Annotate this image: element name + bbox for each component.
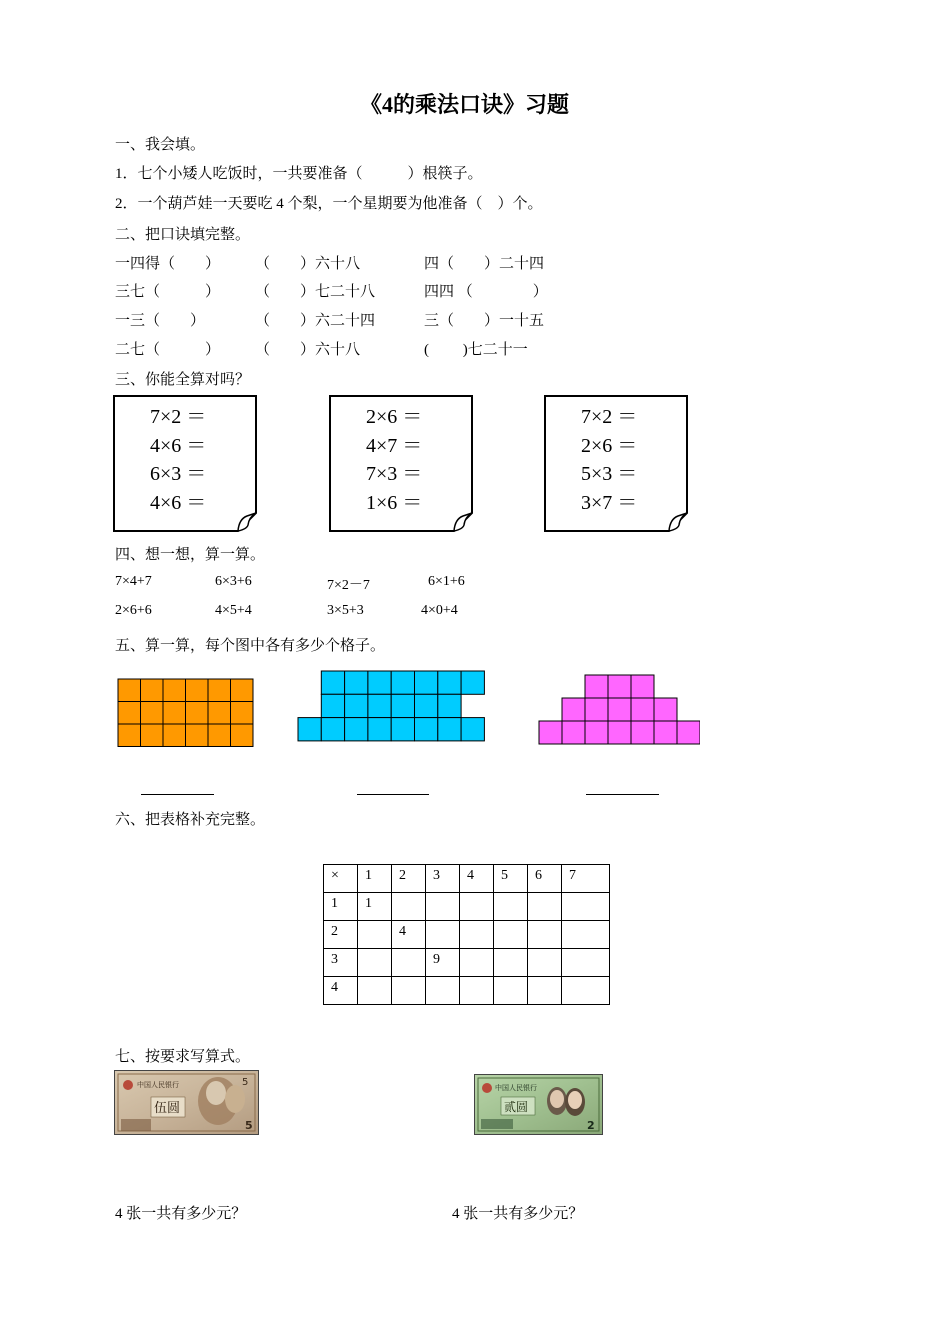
emblem-icon: [482, 1083, 492, 1093]
note2-label: 贰圆: [504, 1100, 529, 1114]
card1-eq-4: 4×6 ＝: [150, 492, 207, 514]
grid-cell: [631, 698, 654, 721]
table-cell[interactable]: [528, 949, 562, 977]
rhyme-r4-c1: 二七（ ）: [115, 342, 221, 358]
rhyme-r1-c1: 一四得（ ）: [115, 256, 221, 272]
note1-label: 伍圆: [154, 1101, 181, 1116]
grid-cell: [186, 724, 209, 747]
table-cell[interactable]: [460, 977, 494, 1005]
grid-cell: [677, 721, 700, 744]
table-cell[interactable]: [528, 893, 562, 921]
expr-r2-3: 3×5+3: [327, 603, 364, 618]
rhyme-r3-c1: 一三（ ）: [115, 313, 206, 329]
table-cell[interactable]: [562, 977, 610, 1005]
grid-cell: [415, 671, 438, 694]
table-cell: 4: [392, 921, 426, 949]
question-right: 4 张一共有多少元？: [452, 1206, 584, 1222]
grid-cell: [321, 694, 344, 717]
section7-heading: 七、按要求写算式。: [115, 1049, 251, 1065]
grid-cell: [345, 694, 368, 717]
card2-eq-2: 4×7 ＝: [366, 435, 423, 457]
grid-cell: [186, 702, 209, 725]
rhyme-r4-c3: ( )七二十一: [424, 342, 528, 358]
grid-cell: [631, 675, 654, 698]
card1-eq-1: 7×2 ＝: [150, 406, 207, 428]
table-cell[interactable]: [528, 921, 562, 949]
expr-r2-4: 4×0+4: [421, 603, 458, 618]
grid-cell: [118, 724, 141, 747]
grid-cell: [585, 675, 608, 698]
emblem-icon: [123, 1080, 133, 1090]
table-cell: 2: [324, 921, 358, 949]
grid-cell: [368, 718, 391, 741]
table-header-cell: 4: [460, 865, 494, 893]
grid-cell: [608, 675, 631, 698]
grid-cell: [345, 671, 368, 694]
grid-cell: [654, 721, 677, 744]
table-cell[interactable]: [392, 893, 426, 921]
grid-cell: [231, 724, 254, 747]
grid-cell: [118, 679, 141, 702]
table-row: [324, 949, 610, 977]
table-cell[interactable]: [460, 949, 494, 977]
section3-heading: 三、你能全算对吗？: [115, 372, 251, 388]
table-header-cell: 7: [562, 865, 610, 893]
grid-cell: [141, 702, 164, 725]
grid-cell: [391, 671, 414, 694]
answer-line-1[interactable]: [141, 794, 214, 795]
cyan-grid: [297, 670, 487, 750]
grid-cell: [118, 702, 141, 725]
table-cell[interactable]: [460, 893, 494, 921]
orange-grid: [117, 678, 255, 756]
multiplication-table: [323, 864, 610, 1005]
table-header-cell: 2: [392, 865, 426, 893]
table-header-cell: ×: [324, 865, 358, 893]
grid-cell: [321, 671, 344, 694]
equation-card-2: [329, 395, 472, 531]
pink-grid: [538, 674, 700, 752]
grid-cell: [608, 721, 631, 744]
card3-eq-4: 3×7 ＝: [581, 492, 638, 514]
grid-cell: [163, 679, 186, 702]
rhyme-r4-c2: （ ）六十八: [255, 342, 361, 358]
page-title: 《4的乘法口诀》习题: [360, 92, 570, 117]
table-cell: 1: [358, 893, 392, 921]
grid-cell: [608, 698, 631, 721]
grid-cell: [186, 679, 209, 702]
grid-cell: [461, 718, 484, 741]
table-cell[interactable]: [392, 977, 426, 1005]
grid-cell: [654, 698, 677, 721]
table-header-row: [324, 865, 610, 893]
grid-cell: [438, 694, 461, 717]
card2-eq-4: 1×6 ＝: [366, 492, 423, 514]
rhyme-r1-c2: （ ）六十八: [255, 256, 361, 272]
expr-r1-3: 7×2－7: [327, 578, 370, 593]
table-cell[interactable]: [358, 977, 392, 1005]
table-header-cell: 5: [494, 865, 528, 893]
grid-cell: [539, 721, 562, 744]
section1-heading: 一、我会填。: [115, 137, 206, 153]
card1-eq-3: 6×3 ＝: [150, 463, 207, 485]
rhyme-r2-c1: 三七（ ）: [115, 284, 221, 300]
table-cell: 9: [426, 949, 460, 977]
grid-cell: [208, 702, 231, 725]
grid-cell: [562, 698, 585, 721]
section6-heading: 六、把表格补充完整。: [115, 812, 266, 828]
two-yuan-note-image: [474, 1074, 603, 1135]
table-cell[interactable]: [426, 921, 460, 949]
table-cell: 1: [324, 893, 358, 921]
grid-cell: [231, 702, 254, 725]
table-cell[interactable]: [494, 893, 528, 921]
table-header-cell: 3: [426, 865, 460, 893]
table-cell[interactable]: [494, 977, 528, 1005]
table-cell: 4: [324, 977, 358, 1005]
expr-r1-2: 6×3+6: [215, 574, 252, 589]
grid-cell: [208, 679, 231, 702]
grid-cell: [391, 718, 414, 741]
table-cell[interactable]: [494, 921, 528, 949]
expr-r1-4: 6×1+6: [428, 574, 465, 589]
grid-cell: [461, 671, 484, 694]
note1-value-top: 5: [242, 1077, 249, 1088]
question-1: 1．七个小矮人吃饭时，一共要准备（ ）根筷子。: [115, 166, 483, 182]
section4-heading: 四、想一想，算一算。: [115, 547, 266, 563]
rhyme-r3-c3: 三（ ）一十五: [424, 313, 545, 329]
card2-eq-1: 2×6 ＝: [366, 406, 423, 428]
table-cell[interactable]: [358, 949, 392, 977]
table-cell[interactable]: [460, 921, 494, 949]
grid-cell: [141, 724, 164, 747]
grid-cell: [585, 698, 608, 721]
table-row: [324, 921, 610, 949]
table-cell[interactable]: [562, 921, 610, 949]
five-yuan-note-image: [114, 1070, 259, 1135]
section2-heading: 二、把口诀填完整。: [115, 227, 251, 243]
rhyme-r2-c2: （ ）七二十八: [255, 284, 376, 300]
table-row: [324, 977, 610, 1005]
table-cell[interactable]: [358, 921, 392, 949]
note2-value: 2: [587, 1119, 595, 1132]
answer-line-3[interactable]: [586, 794, 659, 795]
grid-cell: [438, 671, 461, 694]
card1-eq-2: 4×6 ＝: [150, 435, 207, 457]
grid-cell: [562, 721, 585, 744]
table-cell[interactable]: [494, 949, 528, 977]
table-cell[interactable]: [426, 893, 460, 921]
grid-cell: [438, 718, 461, 741]
grid-cell: [163, 724, 186, 747]
note1-top-text: 中国人民银行: [137, 1081, 179, 1089]
card3-eq-1: 7×2 ＝: [581, 406, 638, 428]
note2-top-text: 中国人民银行: [495, 1084, 537, 1092]
equation-card-3: [544, 395, 687, 531]
grid-cell: [631, 721, 654, 744]
rhyme-r3-c2: （ ）六二十四: [255, 313, 376, 329]
grid-cell: [585, 721, 608, 744]
grid-cell: [231, 679, 254, 702]
table-row: [324, 893, 610, 921]
grid-cell: [163, 702, 186, 725]
table-cell[interactable]: [528, 977, 562, 1005]
table-cell: 3: [324, 949, 358, 977]
card3-eq-3: 5×3 ＝: [581, 463, 638, 485]
question-left: 4 张一共有多少元？: [115, 1206, 247, 1222]
expr-r2-1: 2×6+6: [115, 603, 152, 618]
expr-r2-2: 4×5+4: [215, 603, 252, 618]
grid-cell: [208, 724, 231, 747]
grid-cell: [298, 718, 321, 741]
expr-r1-1: 7×4+7: [115, 574, 152, 589]
table-cell[interactable]: [562, 949, 610, 977]
grid-cell: [141, 679, 164, 702]
grid-cell: [415, 718, 438, 741]
table-header-cell: 1: [358, 865, 392, 893]
question-2: 2．一个葫芦娃一天要吃 4 个梨，一个星期要为他准备（ ）个。: [115, 196, 543, 212]
table-cell[interactable]: [392, 949, 426, 977]
note1-value-bottom: 5: [245, 1119, 253, 1132]
section5-heading: 五、算一算，每个图中各有多少个格子。: [115, 638, 386, 654]
grid-cell: [368, 694, 391, 717]
grid-cell: [391, 694, 414, 717]
table-cell[interactable]: [426, 977, 460, 1005]
equation-card-1: [113, 395, 256, 531]
grid-cell: [415, 694, 438, 717]
table-cell[interactable]: [562, 893, 610, 921]
table-header-cell: 6: [528, 865, 562, 893]
grid-cell: [345, 718, 368, 741]
grid-cell: [368, 671, 391, 694]
card2-eq-3: 7×3 ＝: [366, 463, 423, 485]
card3-eq-2: 2×6 ＝: [581, 435, 638, 457]
answer-line-2[interactable]: [357, 794, 429, 795]
grid-cell: [321, 718, 344, 741]
rhyme-r1-c3: 四（ ）二十四: [424, 256, 545, 272]
rhyme-r2-c3: 四四 （ ）: [424, 284, 548, 300]
